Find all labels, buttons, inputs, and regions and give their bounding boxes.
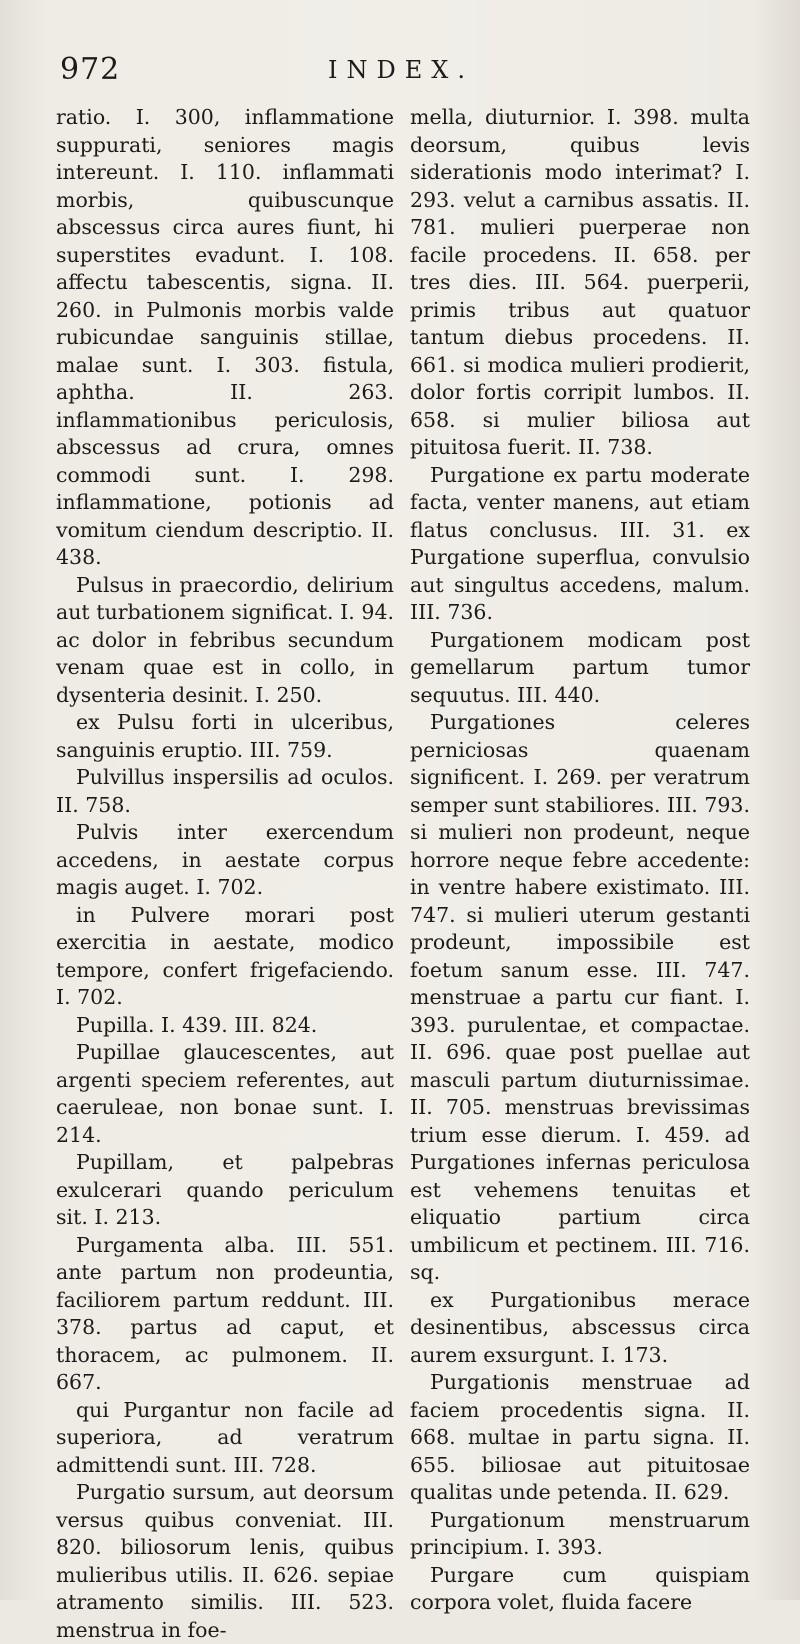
index-entry: qui Purgantur non facile ad superiora, ad veratrum admittendi sunt. III. 728. [56, 1397, 394, 1477]
index-entry: Purgare cum quispiam corpora volet, fluida facere [410, 1562, 750, 1614]
index-entry: mella, diuturnior. I. 398. multa deorsum, quibus levis siderationis modo interimat? I. 293. velut a carnibus assatis. II. 781. mulieri puerperae non facile procedens. II. 658. per tres dies. III. 564. puerperii, primis tribus aut quatuor tantum diebus procedens. II. 661. si modica mulieri prodierit, dolor fortis corripit lumbos. II. 658. si mulier biliosa aut pituitosa fuerit. II. 738. [410, 105, 750, 459]
right-column [410, 104, 750, 1617]
page-number: 972 [60, 52, 121, 87]
index-entry: Purgamenta alba. III. 551. ante partum non prodeuntia, faciliorem partum reddunt. III. 378. partus ad caput, et thoracem, ac pulmonem. II. 667. [56, 1232, 394, 1394]
index-entry: Pulvis inter exercendum accedens, in aestate corpus magis auget. I. 702. [56, 820, 394, 899]
index-entry: in Pulvere morari post exercitia in aestate, modico tempore, confert frigefaciendo. I. 702. [56, 902, 394, 1009]
index-entry: Purgationem modicam post gemellarum partum tumor sequutus. III. 440. [410, 627, 750, 707]
index-entry: Purgationis menstruae ad faciem procedentis signa. II. 668. multae in partu signa. II. 655. biliosae aut pituitosae qualitas unde petenda. II. 629. [410, 1370, 750, 1504]
index-entry: Pulsus in praecordio, delirium aut turbationem significat. I. 94. ac dolor in febribus secundum venam quae est in collo, in dysenteria desinit. I. 250. [56, 572, 394, 707]
left-column [56, 104, 394, 1644]
index-entry: Purgatio sursum, aut deorsum versus quibus conveniat. III. 820. biliosorum lenis, quibus mulieribus utilis. II. 626. sepiae atramento similis. III. 523. menstrua in foe- [56, 1480, 394, 1642]
index-entry: ex Purgationibus merace desinentibus, abscessus circa aurem exsurgunt. I. 173. [410, 1287, 750, 1367]
page-header [0, 52, 800, 92]
index-entry: ratio. I. 300, inflammatione suppurati, seniores magis intereunt. I. 110. inflammati morbis, quibuscunque abscessus circa aures fiunt, hi superstites evadunt. I. 108. affectu tabescentis, signa. II. 260. in Pulmonis morbis valde rubicundae sanguinis stillae, malae sunt. I. 303. fistula, aphtha. II. 263. inflammationibus periculosis, abscessus ad crura, omnes commodi sunt. I. 298. inflammatione, potionis ad vomitum ciendum descriptio. II. 438. [56, 105, 394, 569]
index-entry: ex Pulsu forti in ulceribus, sanguinis eruptio. III. 759. [56, 710, 394, 762]
index-entry: Pupillae glaucescentes, aut argenti speciem referentes, aut caeruleae, non bonae sunt. I. 214. [56, 1040, 394, 1147]
index-entry: Pupilla. I. 439. III. 824. [76, 1012, 318, 1037]
index-entry: Purgationes celeres perniciosas quaenam significent. I. 269. per veratrum semper sunt stabiliores. III. 793. si mulieri non prodeunt, neque horrore neque febre accedente: in ventre habere existimato. III. 747. si mulieri uterum gestanti prodeunt, impossibile est foetum sanum esse. III. 747. menstruae a partu cur fiant. I. 393. purulentae, et compactae. II. 696. quae post puellae aut masculi partum diuturnissimae. II. 705. menstruas brevissimas trium esse dierum. I. 459. ad Purgationes infernas periculosa est vehemens tenuitas et eliquatio partium circa umbilicum et pectinem. III. 716. sq. [410, 710, 750, 1284]
index-entry: Pupillam, et palpebras exulcerari quando periculum sit. I. 213. [56, 1150, 394, 1229]
index-entry: Pulvillus inspersilis ad oculos. II. 758. [56, 765, 394, 817]
running-head: INDEX. [328, 56, 474, 84]
index-entry: Purgatione ex partu moderate facta, venter manens, aut etiam flatus conclusus. III. 31. ex Purgatione superflua, convulsio aut singultus accedens, malum. III. 736. [410, 462, 750, 624]
index-entry: Purgationum menstruarum principium. I. 393. [410, 1507, 750, 1559]
